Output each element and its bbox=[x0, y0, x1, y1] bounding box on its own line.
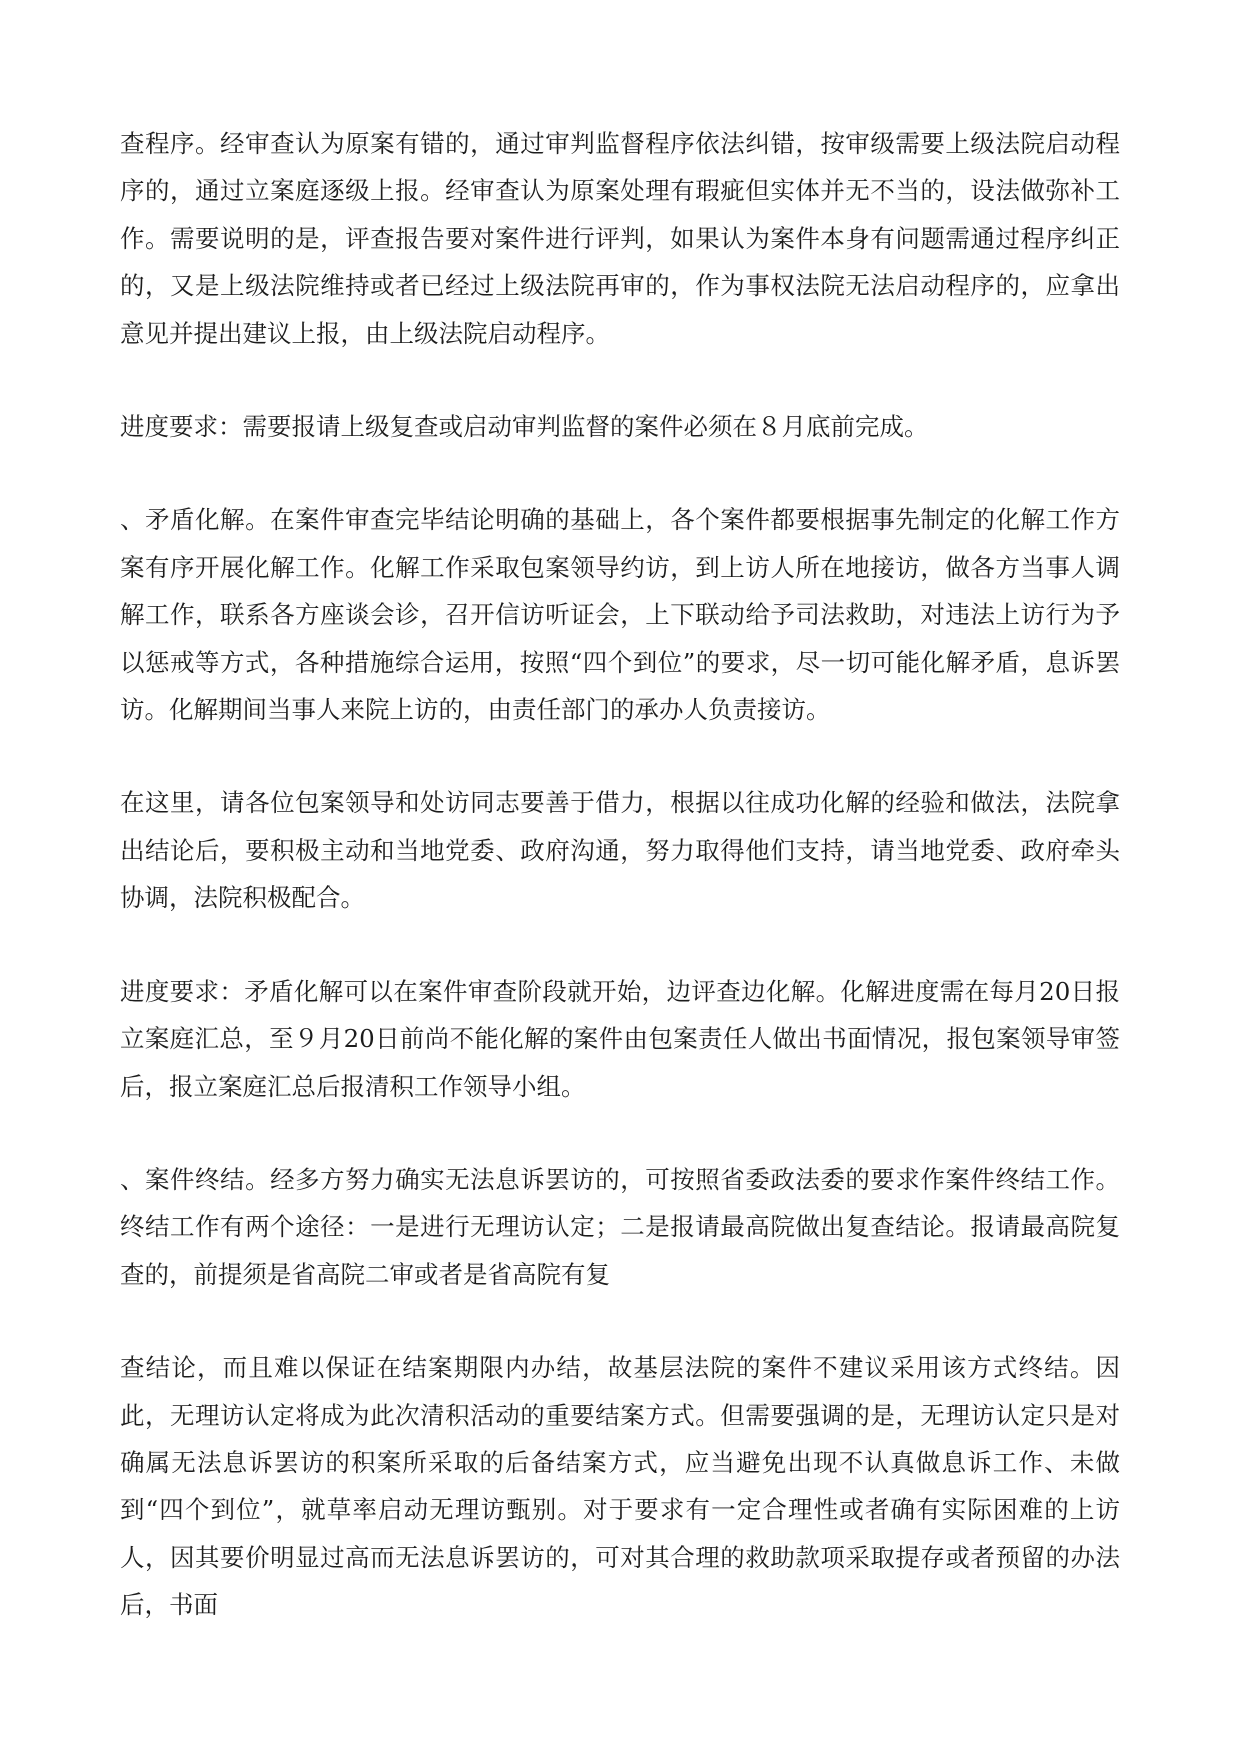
paragraph-case-termination: 、案件终结。经多方努力确实无法息诉罢访的，可按照省委政法委的要求作案件终结工作。终结工作有两个途径：一是进行无理访认定；二是报请最高院做出复查结论。报请最高院复查的，前提须是省高院二审或者是省高院有复 bbox=[120, 1164, 1120, 1289]
document-page bbox=[120, 120, 1120, 1629]
paragraph-leverage-support: 在这里，请各位包案领导和处访同志要善于借力，根据以往成功化解的经验和做法，法院拿出结论后，要积极主动和当地党委、政府沟通，努力取得他们支持，请当地党委、政府牵头协调，法院积极配合。 bbox=[120, 788, 1120, 913]
paragraph-conflict-resolution: 、矛盾化解。在案件审查完毕结论明确的基础上，各个案件都要根据事先制定的化解工作方案有序开展化解工作。化解工作采取包案领导约访，到上访人所在地接访，做各方当事人调解工作，联系各方座谈会诊，召开信访听证会，上下联动给予司法救助，对违法上访行为予以惩戒等方式，各种措施综合运用，按照“四个到位”的要求，尽一切可能化解矛盾，息诉罢访。化解期间当事人来院上访的，由责任部门的承办人负责接访。 bbox=[120, 505, 1120, 725]
paragraph-progress-requirement-august: 进度要求：需要报请上级复查或启动审判监督的案件必须在８月底前完成。 bbox=[120, 412, 929, 442]
paragraph-review-procedure: 查程序。经审查认为原案有错的，通过审判监督程序依法纠错，按审级需要上级法院启动程序的，通过立案庭逐级上报。经审查认为原案处理有瑕疵但实体并无不当的，设法做弥补工作。需要说明的是，评查报告要对案件进行评判，如果认为案件本身有问题需通过程序纠正的，又是上级法院维持或者已经过上级法院再审的，作为事权法院无法启动程序的，应拿出意见并提出建议上报，由上级法院启动程序。 bbox=[120, 129, 1120, 348]
paragraph-progress-requirement-resolution: 进度要求：矛盾化解可以在案件审查阶段就开始，边评查边化解。化解进度需在每月20日报立案庭汇总，至９月20日前尚不能化解的案件由包案责任人做出书面情况，报包案领导审签后，报立案庭汇总后报清积工作领导小组。 bbox=[120, 976, 1120, 1101]
paragraph-review-conclusion: 查结论，而且难以保证在结案期限内办结，故基层法院的案件不建议采用该方式终结。因此，无理访认定将成为此次清积活动的重要结案方式。但需要强调的是，无理访认定只是对确属无法息诉罢访的积案所采取的后备结案方式，应当避免出现不认真做息诉工作、未做到“四个到位”，就草率启动无理访甄别。对于要求有一定合理性或者确有实际困难的上访人，因其要价明显过高而无法息诉罢访的，可对其合理的救助款项采取提存或者预留的办法后，书面 bbox=[120, 1353, 1120, 1620]
